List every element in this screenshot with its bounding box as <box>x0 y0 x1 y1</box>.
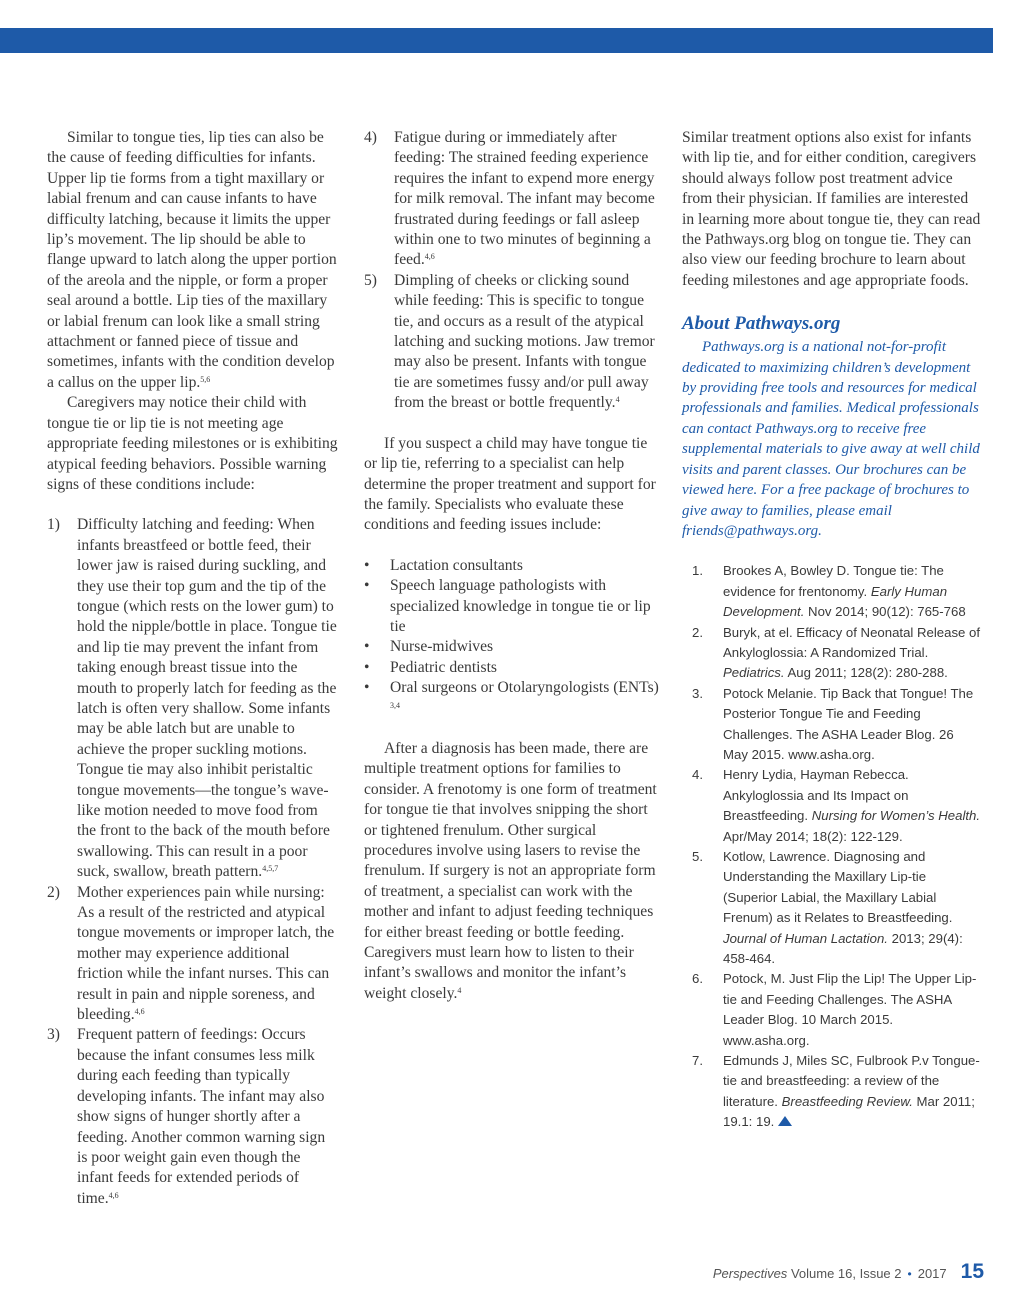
list-item: • Nurse-midwives <box>364 638 494 656</box>
treatment-paragraph: After a diagnosis has been made, there are multiple treatment options for families to consider. A frenotomy is one form of treatment for tongue tie that involves snipping the short or tightened frenulum. Other surgical procedures involve using lasers to revise the frenulum. If surgery is not an appropriate form of treatment, a specialist can work with the mother and infant to adjust feeding techniques for either breast feeding or bottle feeding. Caregivers must learn how to listen to their infant’s swallows and monitor the infant’s weight closely.$^4$ <box>364 739 657 1002</box>
warning-signs-list <box>47 515 339 1209</box>
issue-label: Volume 16, Issue 2 <box>790 1266 902 1281</box>
year-label: 2017 <box>917 1266 947 1281</box>
reference-item: 2. Buryk, at el. Efficacy of Neonatal Release of Ankyloglossia: A Randomized Trial. Pediatrics. Aug 2011; 128(2): 280-288. <box>692 624 981 681</box>
separator-dot: • <box>907 1267 912 1281</box>
page-number: 15 <box>960 1260 984 1283</box>
list-item: • Speech language pathologists with specialized knowledge in tongue tie or lip tie <box>364 577 651 635</box>
end-of-article-triangle-icon <box>778 1116 792 1126</box>
reference-item: 5. Kotlow, Lawrence. Diagnosing and Understanding the Maxillary Lip-tie (Superior Labial, the Maxillary Labial Frenum) as it Relates to Breastfeeding. Journal of Human Lactation. 2013; 29(4): 458-464. <box>692 849 963 967</box>
about-paragraph: Pathways.org is a national not-for-profit dedicated to maximizing children’s development by providing free tools and resources for medical professionals and families. Medical professionals can contact Pathways.org to receive free supplemental materials to give away at well child visits and parent classes. Our brochures can be viewed here. For a free package of brochures to give away to families, please email friends@pathways.org. <box>682 339 980 539</box>
warning-item: 2) Mother experiences pain while nursing: As a result of the restricted and atypical tongue movements or improper latch, the mother may experience additional friction while the infant nurses. This can result in pain and nipple soreness, and bleeding.$^{4,6}$ <box>47 883 335 1024</box>
list-item: • Oral surgeons or Otolaryngologists (ENTs) $^{3,4}$ <box>364 679 659 710</box>
specialist-intro-paragraph: If you suspect a child may have tongue tie or lip tie, referring to a specialist can help determine the proper treatment and support for the family. Specialists who evaluate these conditions and feeding issues include: <box>364 434 656 534</box>
column-3 <box>682 128 982 1133</box>
column-2 <box>364 128 660 1004</box>
reference-item: 6. Potock, M. Just Flip the Lip! The Upper Lip-tie and Feeding Challenges. The ASHA Leader Blog. 10 March 2015. www.asha.org. <box>692 971 977 1048</box>
reference-item: 1. Brookes A, Bowley D. Tongue tie: The evidence for frentonomy. Early Human Development. Nov 2014; 90(12): 765-768 <box>692 563 966 620</box>
reference-item: 7. Edmunds J, Miles SC, Fulbrook P.v Tongue-tie and breastfeeding: a review of the literature. Breastfeeding Review. Mar 2011; 19.1: 19. <box>692 1053 980 1130</box>
list-item: • Lactation consultants <box>364 556 523 574</box>
warning-item: 5) Dimpling of cheeks or clicking sound while feeding: This is specific to tongue tie, and occurs as a result of the atypical latching and sucking motions. Jaw tremor may also be present. Infants with tongue tie are sometimes fussy and/or pull away from the breast or bottle frequently.$^4$ <box>364 271 655 412</box>
warning-signs-list-continued <box>364 128 660 414</box>
references-list <box>682 561 982 1132</box>
warning-item: 1) Difficulty latching and feeding: When infants breastfeed or bottle feed, their lower jaw is raised during suckling, and they use their top gum and the tip of the tongue (which rests on the lower gum) to hold the nipple/bottle in place. Tongue tie and lip tie may prevent the infant from taking enough breast tissue into the mouth to properly latch for feeding as the latch is often very shallow. Some infants may be able latch but are unable to achieve the proper suckling motions. Tongue tie may also inhibit peristaltic tongue movements—the tongue’s wave-like motion needed to move food from the front to the back of the mouth before swallowing. This can result in a poor suck, swallow, breath pattern.$^{4,5,7}$ <box>47 516 337 881</box>
publication-name: Perspectives <box>712 1266 788 1281</box>
column-1 <box>47 128 339 1209</box>
page-footer <box>713 1260 984 1284</box>
reference-item: 4. Henry Lydia, Hayman Rebecca. Ankyloglossia and Its Impact on Breastfeeding. Nursing for Women’s Health. Apr/May 2014; 18(2): 122-129. <box>692 767 981 844</box>
warning-item: 4) Fatigue during or immediately after feeding: The strained feeding experience requires the infant to expend more energy for milk removal. The infant may become frustrated during feedings or fall asleep within one to two minutes of beginning a feed.$^{4,6}$ <box>364 129 655 269</box>
list-item: • Pediatric dentists <box>364 658 497 676</box>
header-color-bar <box>0 28 993 53</box>
treatment-paragraph-continued: Similar treatment options also exist for infants with lip tie, and for either condition, caregivers should always follow post treatment advice from their physician. If families are interested in learning more about tongue tie, they can read the Pathways.org blog on tongue tie. They can also view our feeding brochure to learn about feeding milestones and age appropriate foods. <box>682 129 981 289</box>
reference-item: 3. Potock Melanie. Tip Back that Tongue! The Posterior Tongue Tie and Feeding Challenges. The ASHA Leader Blog. 26 May 2015. www.asha.org. <box>692 685 974 762</box>
warning-item: 3) Frequent pattern of feedings: Occurs because the infant consumes less milk during each feeding than typically developing infants. The infant may also show signs of hunger shortly after a feeding. Another common warning sign is poor weight gain even though the infant feeds for extended periods of time.$^{4,6}$ <box>47 1026 326 1207</box>
specialists-list <box>364 556 660 719</box>
lip-tie-paragraph: Similar to tongue ties, lip ties can also be the cause of feeding difficulties for infants. Upper lip tie forms from a tight maxillary or labial frenum and can cause infants to have difficulty latching, because it limits the upper lip’s movement. The lip should be able to flange upward to latch along the upper portion of the areola and the nipple, or form a proper seal around a bottle. Lip ties of the maxillary or labial frenum can look like a small string attachment or fanned piece of tissue and sometimes, infants with the condition develop a callus on the upper lip.$^{5,6}$ <box>47 129 337 391</box>
warning-intro-paragraph: Caregivers may notice their child with tongue tie or lip tie is not meeting age appropriate feeding milestones or is exhibiting atypical feeding behaviors. Possible warning signs of these conditions include: <box>47 394 338 493</box>
about-heading: About Pathways.org <box>682 313 841 335</box>
